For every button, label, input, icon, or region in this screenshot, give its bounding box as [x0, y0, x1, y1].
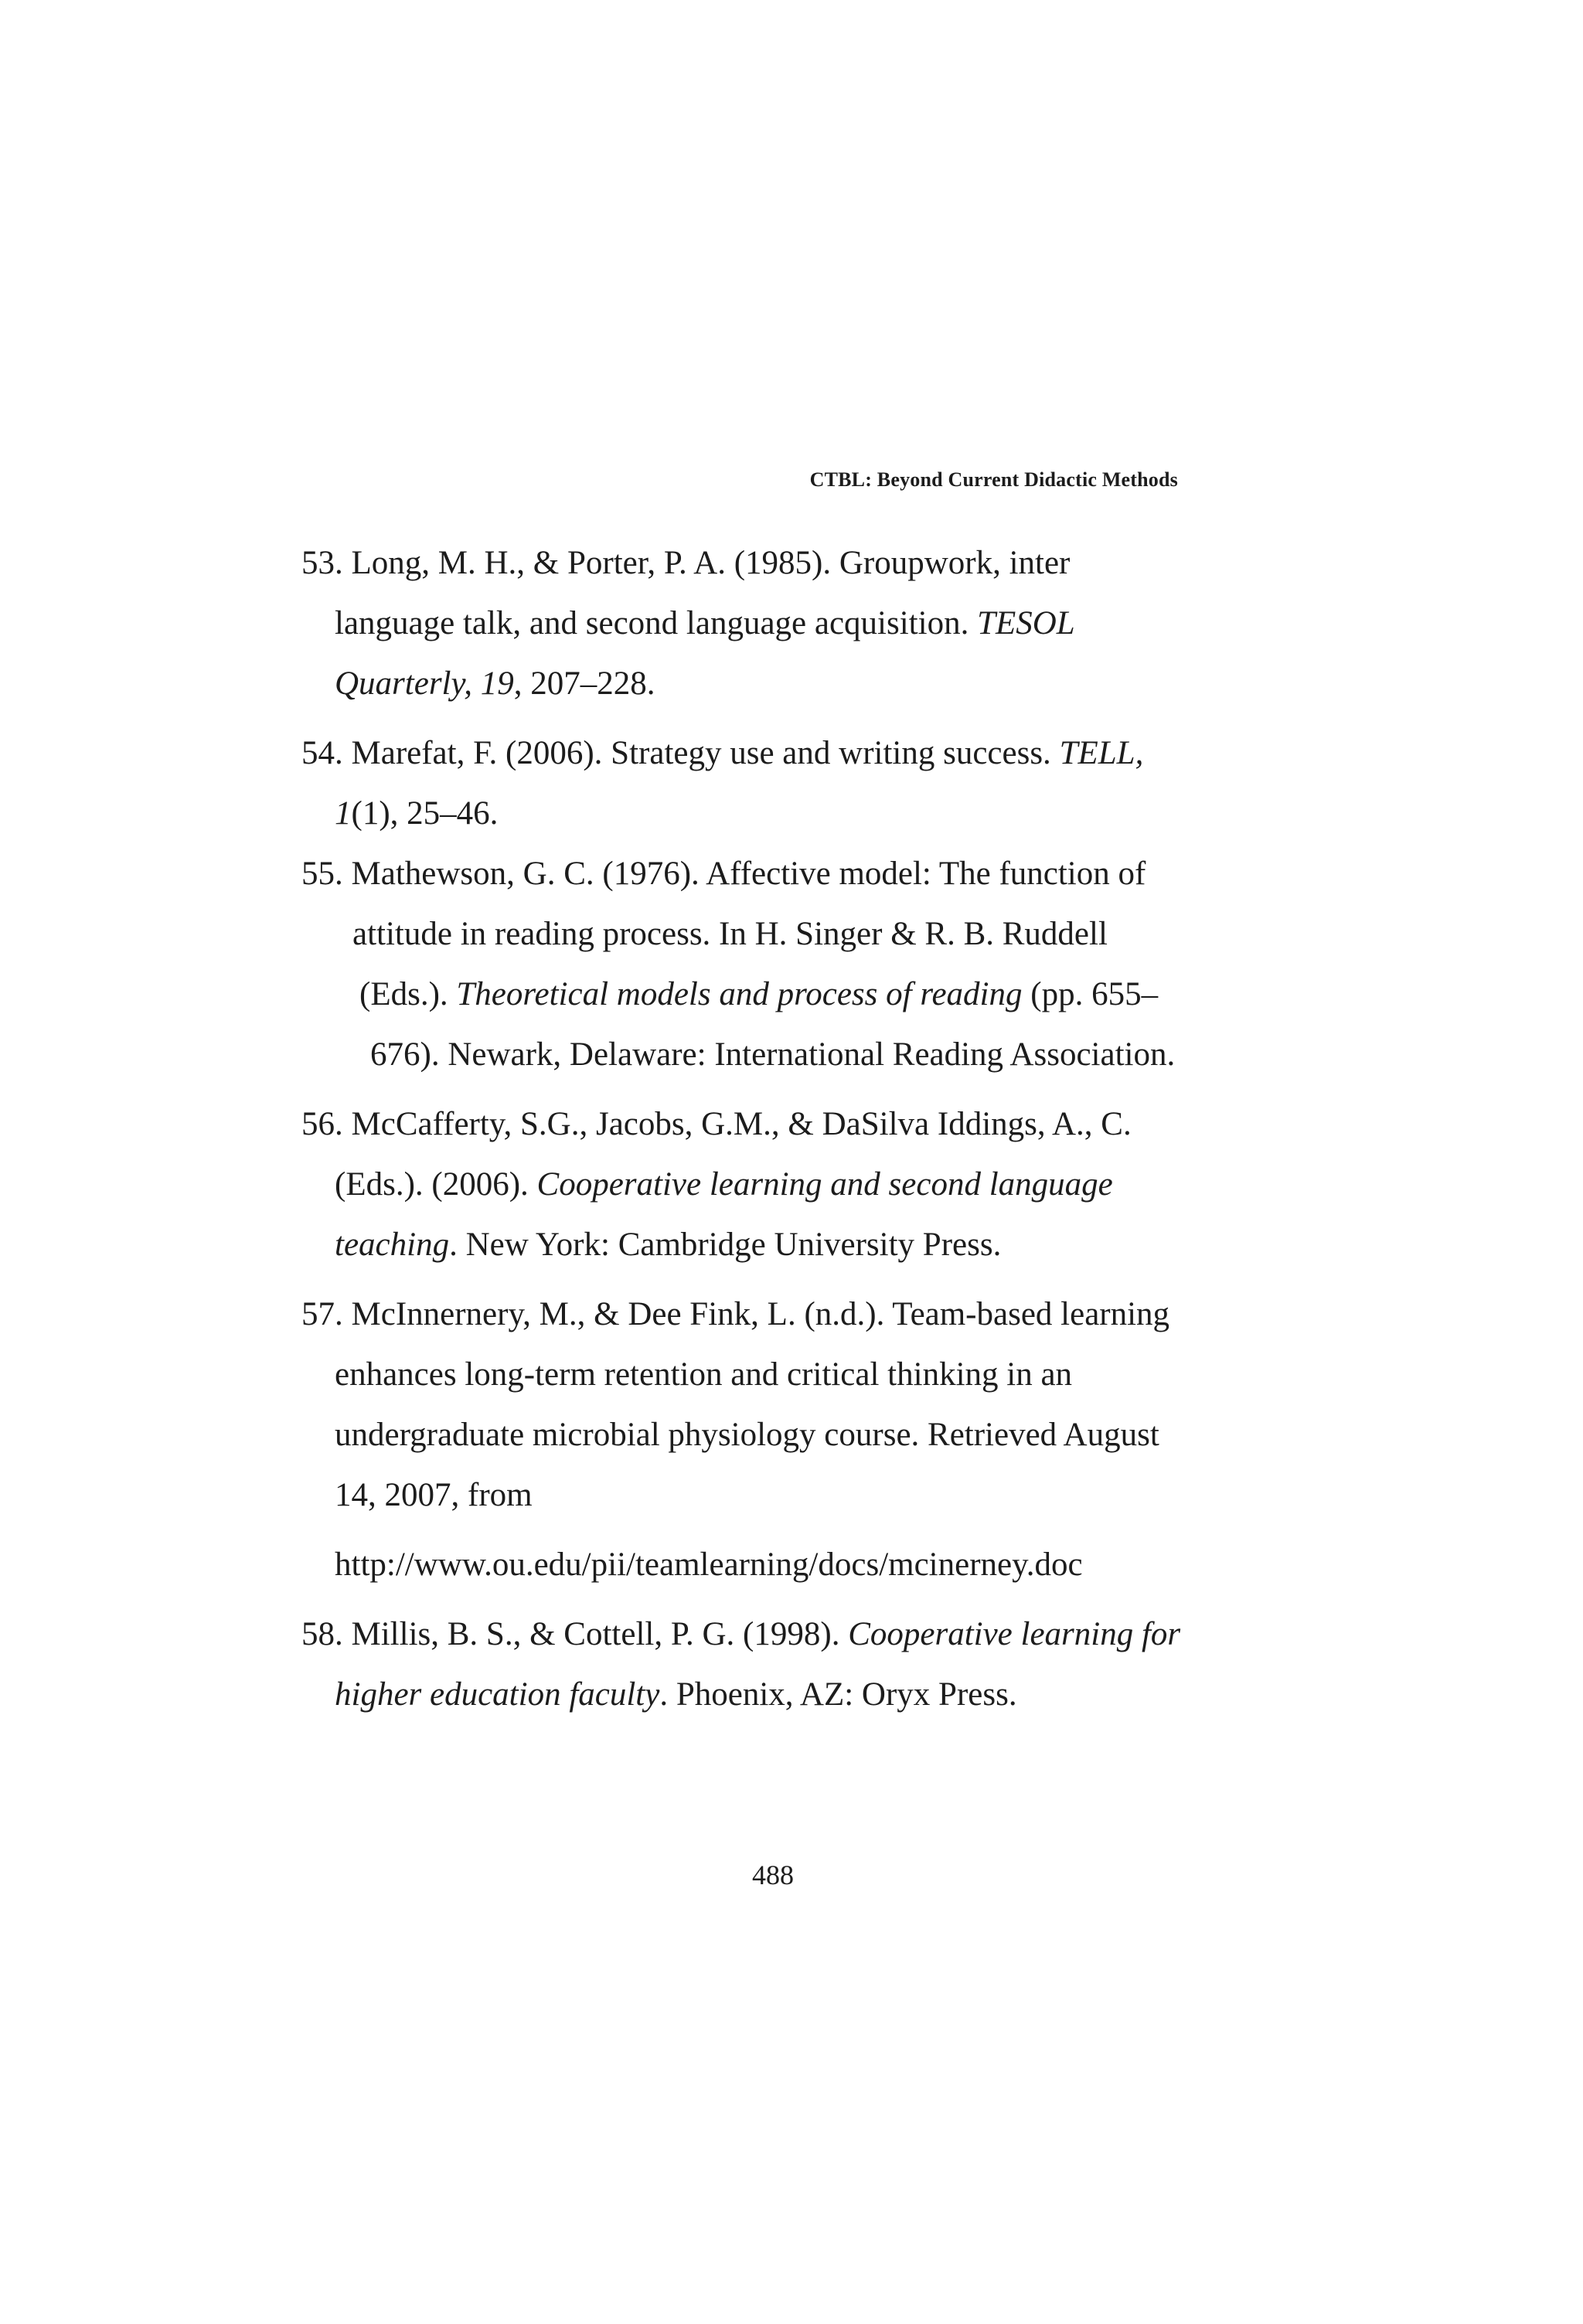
- reference-55-eds: (Eds.).: [359, 976, 457, 1012]
- reference-55-book-title: Theoretical models and process of reading: [456, 976, 1023, 1012]
- reference-58-line-1: [301, 1604, 1252, 1665]
- reference-56-line-1: 56. McCafferty, S.G., Jacobs, G.M., & DaSilva Iddings, A., C.: [301, 1106, 1132, 1142]
- reference-57-line-3: undergraduate microbial physiology course. Retrieved August: [335, 1417, 1159, 1453]
- reference-55-pages: (pp. 655–: [1022, 976, 1159, 1012]
- reference-58-book-title-end: higher education faculty: [335, 1676, 660, 1713]
- reference-56-book-title-end: teaching: [335, 1227, 450, 1263]
- reference-55-line-4: 676). Newark, Delaware: International Reading Association.: [370, 1036, 1176, 1073]
- reference-58-publisher: . Phoenix, AZ: Oryx Press.: [659, 1676, 1017, 1713]
- reference-54: [301, 723, 1252, 844]
- reference-53: [301, 533, 1252, 714]
- reference-58-text: 58. Millis, B. S., & Cottell, P. G. (1998).: [301, 1616, 849, 1652]
- reference-54-line-1: [301, 723, 1252, 784]
- reference-53-line-1: 53. Long, M. H., & Porter, P. A. (1985). Groupwork, inter: [301, 545, 1071, 581]
- reference-56-eds: (Eds.). (2006).: [335, 1166, 537, 1203]
- reference-57-url: http://www.ou.edu/pii/teamlearning/docs/mcinerney.doc: [335, 1546, 1083, 1583]
- reference-54-volume: 1: [335, 795, 352, 832]
- reference-list: [301, 533, 1252, 1725]
- reference-58-book-title: Cooperative learning for: [848, 1616, 1181, 1652]
- reference-58: [301, 1604, 1252, 1725]
- reference-56-line-2: [301, 1155, 1252, 1215]
- reference-57-line-4: 14, 2007, from: [335, 1477, 533, 1513]
- reference-58-line-2: [301, 1665, 1252, 1725]
- reference-54-pages: (1), 25–46.: [351, 795, 499, 832]
- reference-53-pages: , 207–228.: [513, 665, 655, 702]
- reference-53-line-3: [301, 654, 1252, 714]
- page-number: 488: [752, 1860, 794, 1890]
- reference-56: [301, 1094, 1252, 1275]
- reference-54-journal: TELL,: [1059, 735, 1144, 771]
- reference-54-line-2: [301, 784, 1252, 844]
- reference-53-journal: TESOL: [977, 605, 1075, 641]
- reference-54-text: 54. Marefat, F. (2006). Strategy use and writing success.: [301, 735, 1060, 771]
- reference-56-book-title: Cooperative learning and second language: [536, 1166, 1113, 1203]
- reference-57: [301, 1284, 1252, 1595]
- running-header: CTBL: Beyond Current Didactic Methods: [809, 468, 1178, 491]
- reference-53-journal-volume: Quarterly, 19: [335, 665, 514, 702]
- reference-55: [301, 844, 1252, 1085]
- reference-55-line-1: 55. Mathewson, G. C. (1976). Affective model: The function of: [301, 856, 1146, 892]
- reference-57-line-2: enhances long-term retention and critical thinking in an: [335, 1356, 1073, 1393]
- reference-55-line-2: attitude in reading process. In H. Singer & R. B. Ruddell: [352, 916, 1108, 952]
- reference-55-line-3: [301, 965, 1252, 1025]
- reference-57-line-1: 57. McInnernery, M., & Dee Fink, L. (n.d.). Team-based learning: [301, 1296, 1170, 1332]
- reference-53-line-2: [301, 594, 1252, 654]
- reference-56-line-3: [301, 1215, 1252, 1275]
- reference-56-publisher: . New York: Cambridge University Press.: [449, 1227, 1002, 1263]
- reference-53-text: language talk, and second language acquisition.: [335, 605, 978, 641]
